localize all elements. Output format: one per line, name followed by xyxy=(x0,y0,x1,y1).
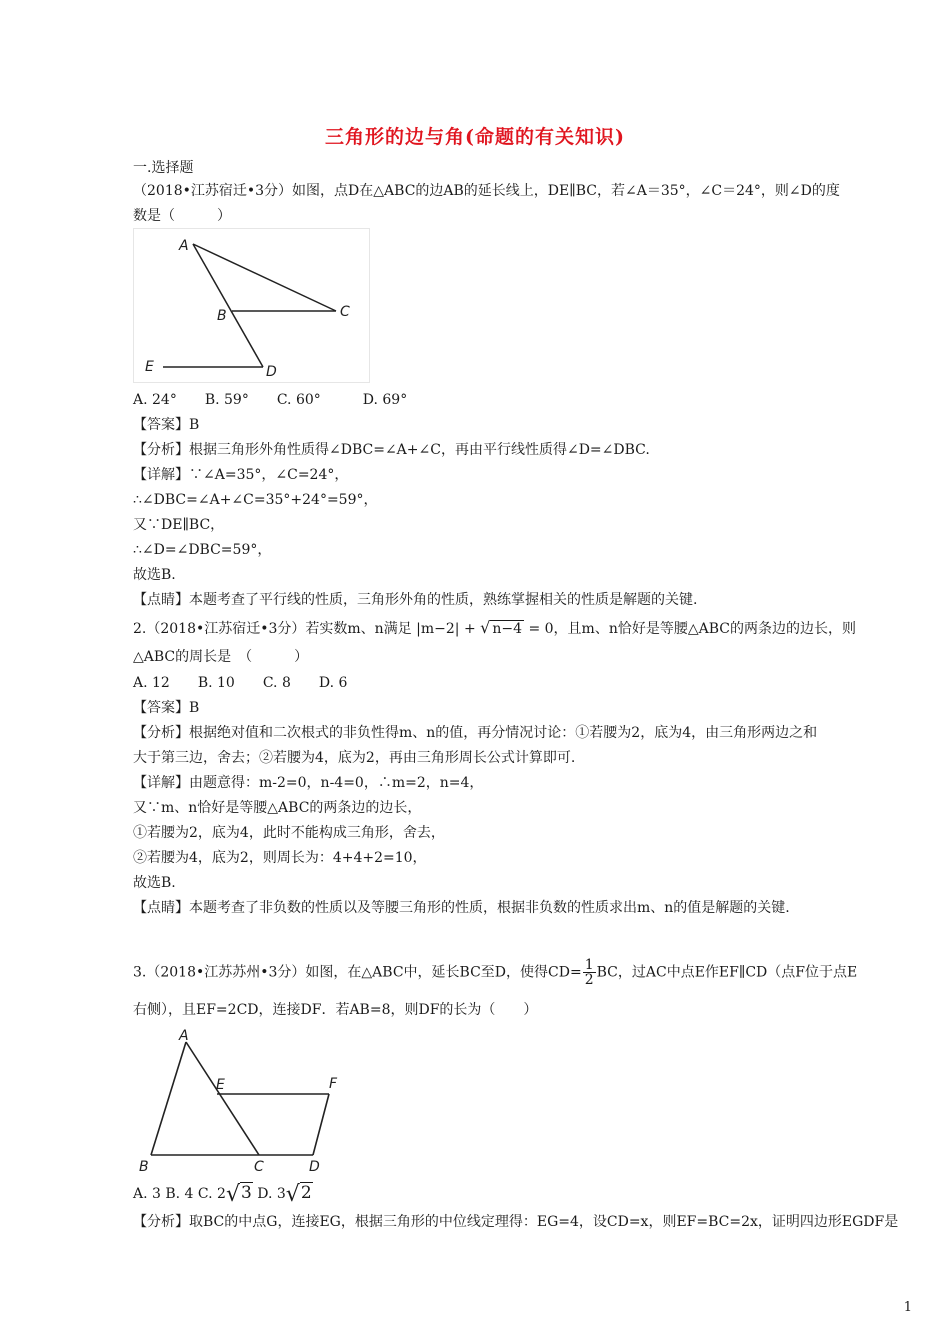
q3-label-d: D xyxy=(309,1159,320,1175)
q2-detail-line: 故选B. xyxy=(133,875,176,891)
sqrt-icon: √ xyxy=(225,1182,240,1207)
q1-detail-line: ∴∠DBC=∠A+∠C=35°+24°=59°， xyxy=(133,492,378,508)
q1-detail-line: 【详解】∵∠A=35°，∠C=24°， xyxy=(133,467,349,483)
q2-comment: 【点睛】本题考查了非负数的性质以及等腰三角形的性质，根据非负数的性质求出m、n的值是解题的关键. xyxy=(133,900,790,916)
q3-stem-post: BC，过AC中点E作EF∥CD（点F位于点E xyxy=(596,964,858,981)
q3-options xyxy=(133,1183,313,1205)
q2-detail-line: 又∵m、n恰好是等腰△ABC的两条边的边长， xyxy=(133,800,422,816)
q3-segment-fd xyxy=(313,1094,329,1155)
page-title: 三角形的边与角(命题的有关知识) xyxy=(325,126,625,148)
q1-figure xyxy=(133,228,371,384)
q2-root-radicand: n−4 xyxy=(492,621,523,637)
q2-options: A. 12 B. 10 C. 8 D. 6 xyxy=(133,675,348,691)
q2-stem-pre: 2.（2018•江苏宿迁•3分）若实数m、n满足 xyxy=(133,621,412,637)
sqrt-icon: √ xyxy=(480,618,491,637)
q1-label-e: E xyxy=(145,359,154,375)
q3-analysis: 【分析】取BC的中点G，连接EG，根据三角形的中位线定理得：EG=4，设CD=x，则EF=BC=2x，证明四边形EGDF是 xyxy=(133,1214,899,1230)
q3-label-e: E xyxy=(216,1077,225,1093)
q1-options: A. 24° B. 59° C. 60° D. 69° xyxy=(133,392,408,408)
q3-options-ab: A. 3 B. 4 C. 2 xyxy=(133,1186,226,1202)
q1-answer: 【答案】B xyxy=(133,417,200,433)
q3-label-f: F xyxy=(329,1076,338,1092)
page-number: 1 xyxy=(903,1300,912,1315)
q1-segment-ad xyxy=(193,244,263,367)
sqrt-icon: √ xyxy=(285,1182,300,1207)
q3-frac-numerator: 1 xyxy=(584,957,594,973)
q3-label-b: B xyxy=(139,1159,149,1175)
q1-label-c: C xyxy=(340,304,350,320)
q3-figure xyxy=(133,1028,353,1178)
q1-comment: 【点睛】本题考查了平行线的性质，三角形外角的性质，熟练掌握相关的性质是解题的关键. xyxy=(133,592,698,608)
q1-analysis: 【分析】根据三角形外角性质得∠DBC=∠A+∠C，再由平行线性质得∠D=∠DBC. xyxy=(133,442,650,458)
q2-stem-line2: △ABC的周长是 （ ） xyxy=(133,649,309,665)
q1-label-a: A xyxy=(179,238,189,254)
q2-answer: 【答案】B xyxy=(133,700,200,716)
q2-stem-post: = 0，且m、n恰好是等腰△ABC的两条边的边长，则 xyxy=(528,621,856,637)
q3-frac-denominator: 2 xyxy=(584,972,594,988)
q3-fraction xyxy=(583,958,596,987)
q2-detail-line: ②若腰为4，底为2，则周长为：4+4+2=10， xyxy=(133,850,427,866)
q3-segment-ab xyxy=(151,1042,186,1155)
q2-plus: + xyxy=(463,621,476,637)
q1-stem-line1: （2018•江苏宿迁•3分）如图，点D在△ABC的边AB的延长线上，DE∥BC，若∠A＝35°，∠C＝24°，则∠D的度 xyxy=(133,183,840,199)
q2-analysis-line1: 【分析】根据绝对值和二次根式的非负性得m、n的值，再分情况讨论：①若腰为2，底为4，由三角形两边之和 xyxy=(133,725,818,741)
q3-segment-ac xyxy=(186,1042,259,1155)
q1-detail-line: ∴∠D=∠DBC=59°， xyxy=(133,542,272,558)
q3-option-d-pre: D. 3 xyxy=(252,1186,286,1202)
q1-segment-ac xyxy=(193,244,336,311)
q2-analysis-line2: 大于第三边，舍去；②若腰为4，底为2，再由三角形周长公式计算即可. xyxy=(133,750,576,766)
q3-stem-pre: 3.（2018•江苏苏州•3分）如图，在△ABC中，延长BC至D，使得CD= xyxy=(133,964,582,981)
q1-label-d: D xyxy=(266,364,277,380)
q3-stem-line1 xyxy=(133,958,857,987)
section-heading: 一.选择题 xyxy=(133,160,194,176)
q2-abs-expression: |m−2| xyxy=(416,621,460,637)
q2-detail-line: ①若腰为2，底为4，此时不能构成三角形，舍去， xyxy=(133,825,445,841)
q1-detail-line: 又∵DE∥BC， xyxy=(133,517,225,533)
q3-label-a: A xyxy=(179,1028,189,1044)
q1-detail-line: 故选B. xyxy=(133,567,176,583)
q1-stem-line2: 数是（ ） xyxy=(133,208,231,224)
q3-label-c: C xyxy=(254,1159,264,1175)
q1-label-b: B xyxy=(217,308,227,324)
q2-detail-line: 【详解】由题意得：m-2=0，n-4=0，∴m=2，n=4， xyxy=(133,775,484,791)
q1-figure-frame xyxy=(134,229,370,383)
q2-stem-line1 xyxy=(133,618,856,639)
q3-option-c-radicand: 3 xyxy=(240,1183,252,1203)
q3-stem-line2: 右侧），且EF=2CD，连接DF．若AB=8，则DF的长为（ ） xyxy=(133,1002,538,1018)
q3-option-d-radicand: 2 xyxy=(300,1183,312,1203)
